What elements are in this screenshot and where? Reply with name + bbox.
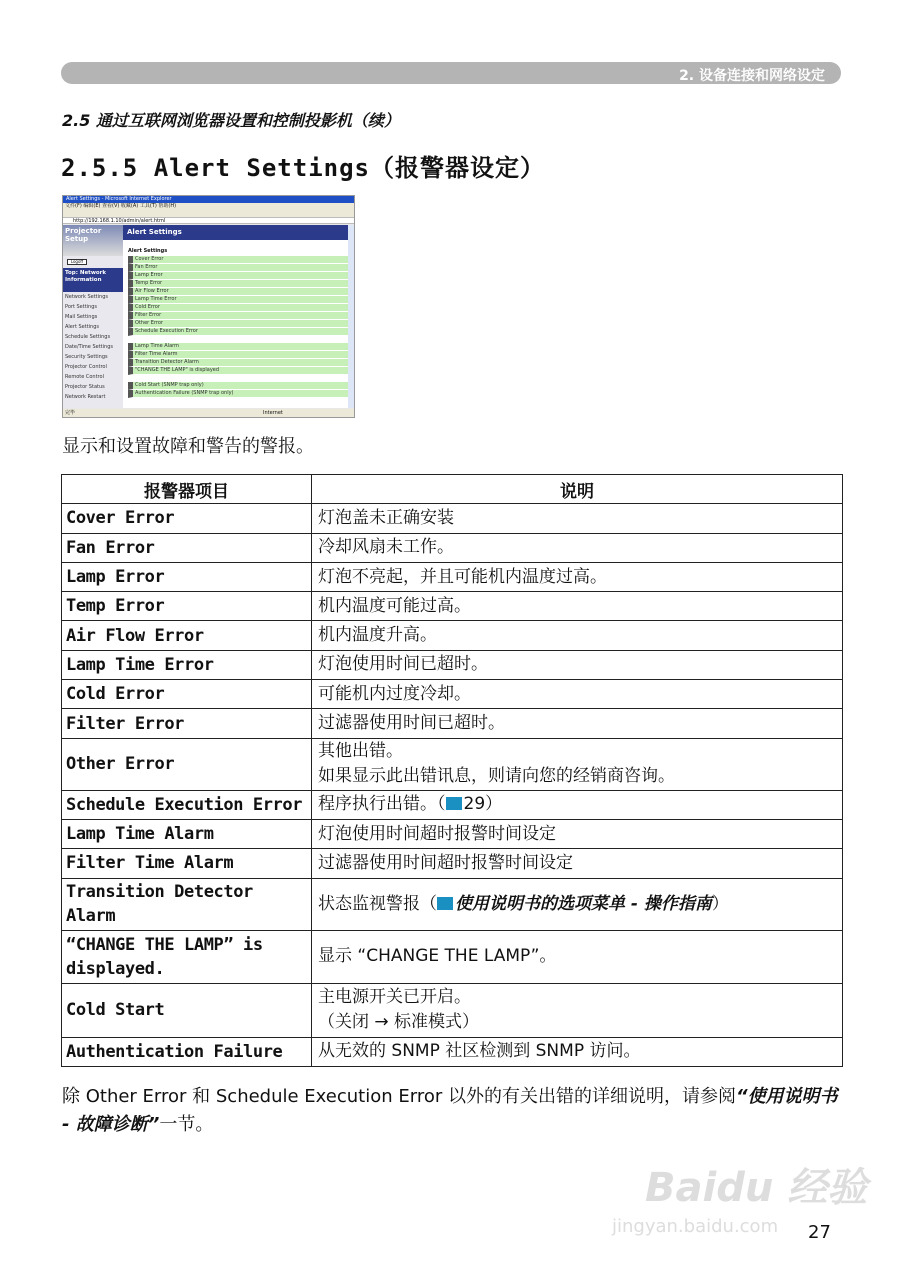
alert-item: Cover Error bbox=[62, 504, 312, 533]
alert-row: Cold Error bbox=[128, 304, 348, 312]
alert-item: Schedule Execution Error bbox=[62, 790, 312, 819]
alert-description bbox=[312, 504, 843, 533]
table-row bbox=[62, 930, 843, 983]
alert-description bbox=[312, 738, 843, 790]
reference-end: ） bbox=[711, 893, 729, 914]
alert-row: Filter Time Alarm bbox=[128, 351, 348, 359]
alert-description bbox=[312, 983, 843, 1037]
description-line: 灯泡使用时间超时报警时间设定 bbox=[318, 823, 556, 844]
description-line: 程序执行出错。（ bbox=[318, 794, 446, 815]
alert-item: Lamp Error bbox=[62, 562, 312, 591]
alert-row: "CHANGE THE LAMP" is displayed bbox=[128, 367, 348, 375]
footnote bbox=[62, 1083, 842, 1139]
table-row bbox=[62, 533, 843, 562]
description-line: 灯泡盖未正确安装 bbox=[318, 507, 454, 528]
description-line: 状态监视警报（ bbox=[318, 893, 437, 914]
alert-row: Cold Start (SNMP trap only) bbox=[128, 382, 348, 390]
table-row bbox=[62, 1037, 843, 1066]
alert-item: Lamp Time Alarm bbox=[62, 819, 312, 848]
table-row bbox=[62, 709, 843, 738]
zone-text: Internet bbox=[263, 410, 283, 416]
nav-item: Network Settings bbox=[65, 294, 108, 300]
nav-item: Security Settings bbox=[65, 354, 108, 360]
alert-row: Lamp Time Error bbox=[128, 296, 348, 304]
note-end: 一节。 bbox=[159, 1113, 214, 1135]
nav-item: Projector Status bbox=[65, 384, 105, 390]
alert-row: Cover Error bbox=[128, 256, 348, 264]
description-line: 其他出错。 bbox=[318, 741, 403, 762]
alert-item: Fan Error bbox=[62, 533, 312, 562]
description-line: 从无效的 SNMP 社区检测到 SNMP 访问。 bbox=[318, 1041, 641, 1062]
section-subtitle: 2.5 通过互联网浏览器设置和控制投影机（续） bbox=[62, 111, 400, 130]
table-row bbox=[62, 504, 843, 533]
note-reference: “使用说明书 - 故障诊断” bbox=[62, 1085, 838, 1135]
menu-bar: 文件(F) 编辑(E) 查看(V) 收藏(A) 工具(T) 帮助(H) bbox=[63, 203, 354, 209]
sidebar-top: Top: Network Information bbox=[63, 268, 123, 292]
alert-row: Transition Detector Alarm bbox=[128, 359, 348, 367]
column-header: 说明 bbox=[312, 475, 843, 504]
alert-item: Transition Detector Alarm bbox=[62, 878, 312, 930]
nav-item: Port Settings bbox=[65, 304, 98, 310]
description-line: 机内温度升高。 bbox=[318, 625, 437, 646]
alert-item: Filter Time Alarm bbox=[62, 849, 312, 878]
description-line: 过滤器使用时间已超时。 bbox=[318, 713, 505, 734]
column-header: 报警器项目 bbox=[62, 475, 312, 504]
alert-description bbox=[312, 621, 843, 650]
description-line: 过滤器使用时间超时报警时间设定 bbox=[318, 852, 573, 873]
table-row bbox=[62, 878, 843, 930]
table-row bbox=[62, 621, 843, 650]
chapter-title: 2. 设备连接和网络设定 bbox=[679, 68, 825, 84]
table-row bbox=[62, 650, 843, 679]
alert-row: Air Flow Error bbox=[128, 288, 348, 296]
book-icon bbox=[446, 797, 462, 810]
toolbar bbox=[63, 209, 354, 218]
alert-description bbox=[312, 562, 843, 591]
alert-description bbox=[312, 1037, 843, 1066]
alert-description bbox=[312, 930, 843, 983]
alert-item: Cold Start bbox=[62, 983, 312, 1037]
table-row bbox=[62, 680, 843, 709]
description-line: 灯泡不亮起，并且可能机内温度过高。 bbox=[318, 566, 607, 587]
alert-row: Authentication Failure (SNMP trap only) bbox=[128, 390, 348, 398]
reference-link[interactable]: 使用说明书的选项菜单 - 操作指南 bbox=[455, 893, 712, 914]
watermark-logo: Baidu 经验 bbox=[645, 1165, 868, 1211]
window-title: Alert Settings - Microsoft Internet Explorer bbox=[63, 196, 354, 203]
table-row bbox=[62, 983, 843, 1037]
alert-description bbox=[312, 533, 843, 562]
alert-row: Schedule Execution Error bbox=[128, 328, 348, 336]
alert-row: Lamp Error bbox=[128, 272, 348, 280]
alert-row: Filter Error bbox=[128, 312, 348, 320]
alert-item: Lamp Time Error bbox=[62, 650, 312, 679]
nav-item: Mail Settings bbox=[65, 314, 98, 320]
alert-row: Temp Error bbox=[128, 280, 348, 288]
table-row bbox=[62, 790, 843, 819]
table-row bbox=[62, 849, 843, 878]
main-panel bbox=[123, 225, 348, 408]
page-number: 27 bbox=[808, 1222, 831, 1243]
alert-row: Fan Error bbox=[128, 264, 348, 272]
nav-item: Remote Control bbox=[65, 374, 104, 380]
alert-description bbox=[312, 790, 843, 819]
logo: Projector Setup bbox=[63, 225, 123, 256]
page-title: 2.5.5 Alert Settings（报警器设定） bbox=[61, 154, 545, 182]
description-line: 可能机内过度冷却。 bbox=[318, 683, 471, 704]
alert-item: “CHANGE THE LAMP” is displayed. bbox=[62, 930, 312, 983]
alert-row: Lamp Time Alarm bbox=[128, 343, 348, 351]
table-row bbox=[62, 562, 843, 591]
table-row bbox=[62, 738, 843, 790]
nav-item: Network Restart bbox=[65, 394, 106, 400]
content-flow bbox=[61, 474, 843, 1139]
alert-description bbox=[312, 849, 843, 878]
alert-description bbox=[312, 680, 843, 709]
nav-item: Alert Settings bbox=[65, 324, 99, 330]
alert-item: Air Flow Error bbox=[62, 621, 312, 650]
section-title: Alert Settings bbox=[128, 248, 168, 254]
description-line: 显示 “CHANGE THE LAMP”。 bbox=[318, 946, 557, 967]
note-text: 除 Other Error 和 Schedule Execution Error 以外的有关出错的详细说明，请参阅 bbox=[62, 1085, 736, 1107]
address-bar: http://192.168.1.10/admin/alert.html bbox=[63, 218, 354, 224]
description-line: 主电源开关已开启。 bbox=[318, 987, 471, 1008]
nav-item: Projector Control bbox=[65, 364, 107, 370]
table-row bbox=[62, 592, 843, 621]
description-line: 如果显示此出错讯息，则请向您的经销商咨询。 bbox=[318, 766, 675, 787]
alert-description bbox=[312, 592, 843, 621]
scrollbar bbox=[348, 225, 354, 408]
alert-item: Filter Error bbox=[62, 709, 312, 738]
alert-description bbox=[312, 709, 843, 738]
logoff-button: Logoff bbox=[67, 259, 87, 265]
reference-end: ） bbox=[485, 794, 503, 815]
chapter-header-bar bbox=[61, 62, 841, 84]
intro-text: 显示和设置故障和警告的警报。 bbox=[62, 436, 314, 457]
sidebar bbox=[63, 225, 123, 408]
nav-item: Date/Time Settings bbox=[65, 344, 113, 350]
watermark-url: jingyan.baidu.com bbox=[612, 1216, 779, 1237]
panel-title: Alert Settings bbox=[123, 225, 348, 240]
alert-item: Authentication Failure bbox=[62, 1037, 312, 1066]
alert-item: Cold Error bbox=[62, 680, 312, 709]
status-bar bbox=[63, 409, 354, 417]
alert-description bbox=[312, 650, 843, 679]
nav-item: Schedule Settings bbox=[65, 334, 111, 340]
reference-link[interactable]: 29 bbox=[463, 794, 486, 815]
alert-description bbox=[312, 878, 843, 930]
browser-screenshot bbox=[62, 195, 355, 418]
description-line: 冷却风扇未工作。 bbox=[318, 537, 454, 558]
alert-description bbox=[312, 819, 843, 848]
alert-row: Other Error bbox=[128, 320, 348, 328]
alert-table bbox=[61, 474, 843, 1067]
table-row bbox=[62, 819, 843, 848]
description-line: （关闭 → 标准模式） bbox=[318, 1012, 480, 1033]
book-icon bbox=[437, 897, 453, 910]
status-text: 完毕 bbox=[65, 410, 76, 416]
alert-item: Temp Error bbox=[62, 592, 312, 621]
description-line: 灯泡使用时间已超时。 bbox=[318, 654, 488, 675]
alert-item: Other Error bbox=[62, 738, 312, 790]
description-line: 机内温度可能过高。 bbox=[318, 595, 471, 616]
